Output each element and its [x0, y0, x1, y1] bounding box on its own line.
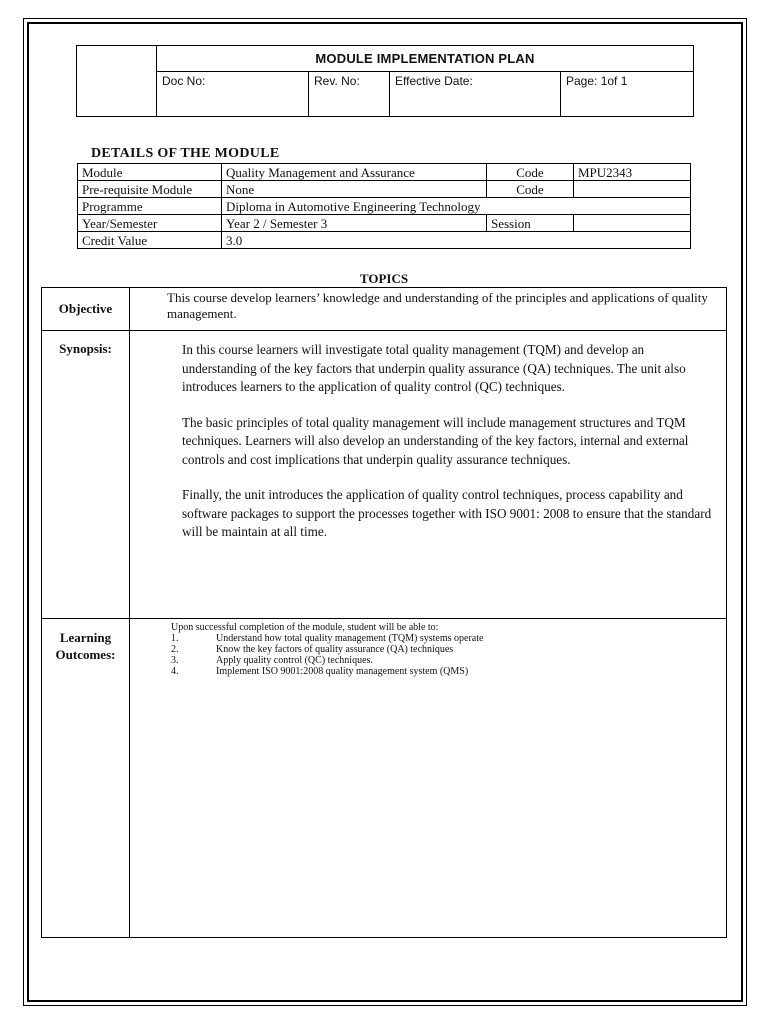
synopsis-text [130, 331, 727, 619]
code-label: Code [487, 181, 574, 198]
objective-label: Objective [42, 288, 130, 331]
details-label: Module [78, 164, 222, 181]
code-label: Code [487, 164, 574, 181]
session-label: Session [487, 215, 574, 232]
details-value: Diploma in Automotive Engineering Technology [222, 198, 691, 215]
outcomes-label-line: Outcomes: [55, 647, 116, 662]
details-row-credit-value [78, 232, 691, 249]
page-number-field: Page: 1of 1 [561, 72, 694, 117]
item-text: Implement ISO 9001:2008 quality management system (QMS) [216, 666, 469, 677]
details-row-module [78, 164, 691, 181]
synopsis-paragraph: In this course learners will investigate total quality management (TQM) and develop an understanding of the key factors that underpin quality assurance (QA) techniques. The unit also introduces learners to the application of quality control (QC) techniques. [182, 342, 686, 394]
rev-no-field: Rev. No: [309, 72, 390, 117]
learning-outcomes-label [42, 619, 130, 938]
objective-row [42, 288, 727, 331]
item-number: 3. [171, 655, 179, 666]
details-label: Credit Value [78, 232, 222, 249]
learning-outcomes-row [42, 619, 727, 938]
module-details-table [77, 163, 691, 249]
effective-date-field: Effective Date: [390, 72, 561, 117]
details-value: None [222, 181, 487, 198]
document-title: MODULE IMPLEMENTATION PLAN [157, 46, 694, 72]
document-header-table [76, 45, 694, 117]
details-row-prerequisite [78, 181, 691, 198]
details-heading: DETAILS OF THE MODULE [91, 146, 280, 161]
list-item [171, 633, 720, 644]
objective-text: This course develop learners’ knowledge and understanding of the principles and applications of quality management. [130, 288, 727, 331]
details-value: Quality Management and Assurance [222, 164, 487, 181]
details-label: Year/Semester [78, 215, 222, 232]
item-number: 1. [171, 633, 179, 644]
doc-no-field: Doc No: [157, 72, 309, 117]
item-text: Understand how total quality management (TQM) systems operate [216, 633, 484, 644]
session-value [574, 215, 691, 232]
list-item [171, 655, 720, 666]
details-row-year-semester [78, 215, 691, 232]
code-value [574, 181, 691, 198]
details-value: Year 2 / Semester 3 [222, 215, 487, 232]
list-item [171, 666, 720, 677]
synopsis-label: Synopsis: [42, 331, 130, 619]
details-row-programme [78, 198, 691, 215]
details-label: Programme [78, 198, 222, 215]
code-value: MPU2343 [574, 164, 691, 181]
item-text: Apply quality control (QC) techniques. [216, 655, 373, 666]
synopsis-paragraph: Finally, the unit introduces the application of quality control techniques, process capability and software packages to support the processes together with ISO 9001: 2008 to ensure that the standard will be maintain at all time. [182, 487, 712, 539]
item-text: Know the key factors of quality assurance (QA) techniques [216, 644, 454, 655]
synopsis-row [42, 331, 727, 619]
logo-cell [77, 46, 157, 117]
learning-intro: Upon successful completion of the module, student will be able to: [171, 622, 439, 633]
item-number: 2. [171, 644, 179, 655]
item-number: 4. [171, 666, 179, 677]
topics-heading: TOPICS [359, 271, 409, 286]
learning-outcomes-text [130, 619, 727, 938]
details-value: 3.0 [222, 232, 691, 249]
list-item [171, 644, 720, 655]
topics-table [41, 287, 727, 938]
learning-outcomes-list [171, 633, 720, 677]
synopsis-paragraph: The basic principles of total quality management will include management structures and TQM techniques. Learners will also develop an understanding of the key factors, internal and external controls and cost implications that underpin quality assurance techniques. [182, 414, 689, 467]
details-label: Pre-requisite Module [78, 181, 222, 198]
learning-label-line: Learning [59, 630, 112, 645]
